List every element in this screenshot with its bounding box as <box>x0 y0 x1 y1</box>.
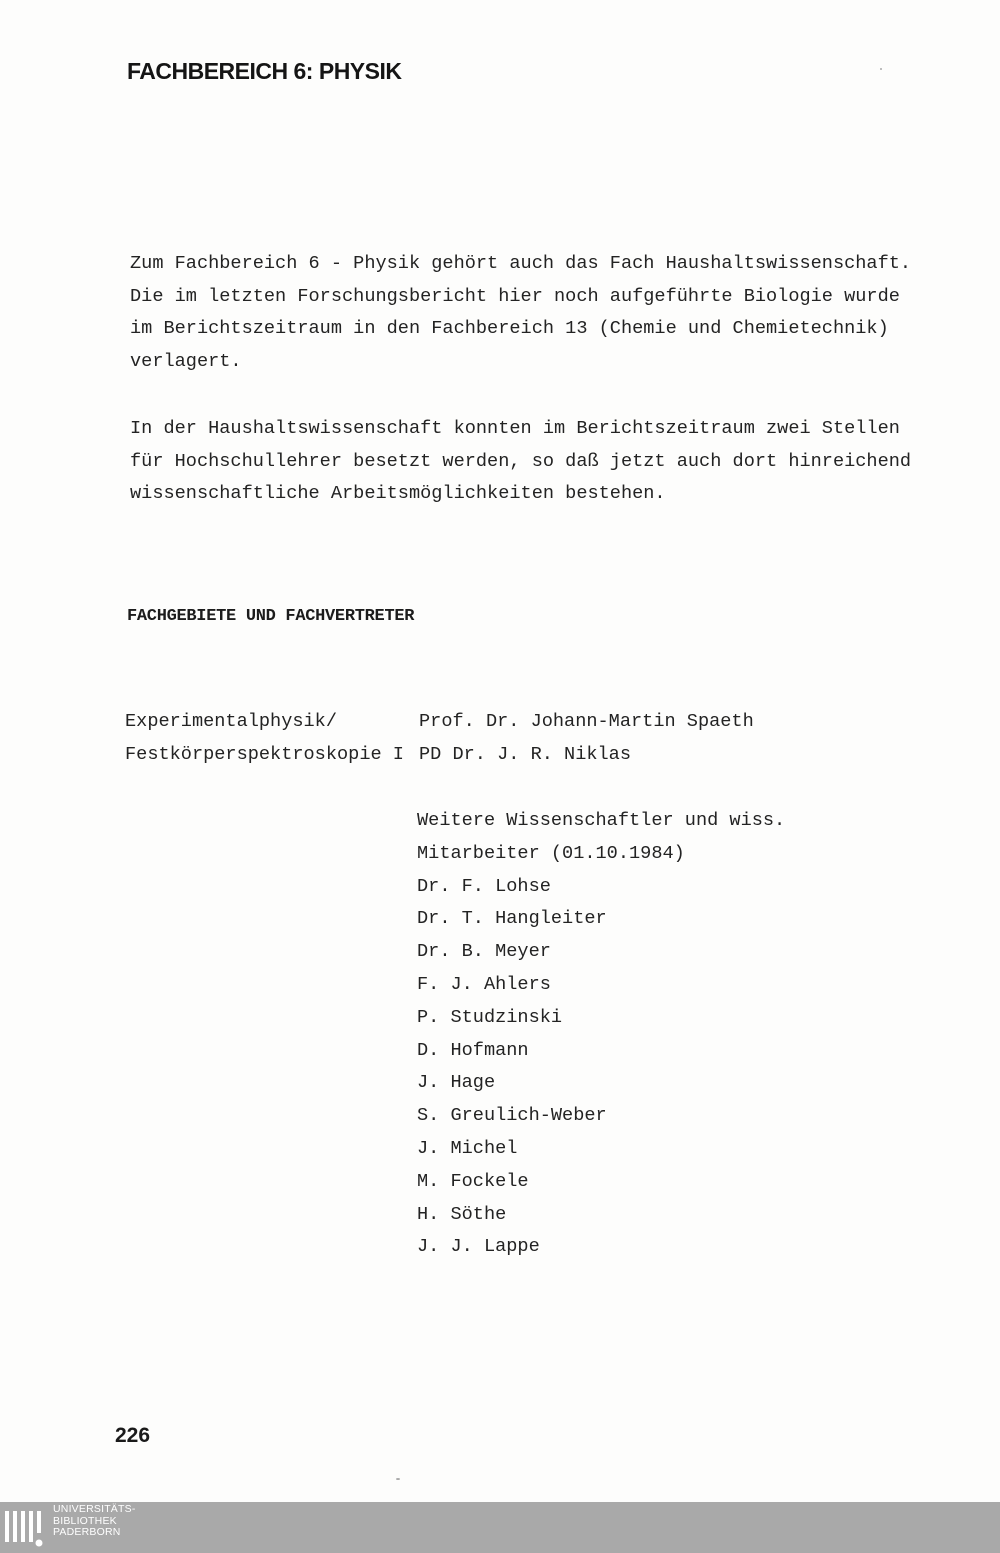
section-subheading: FACHGEBIETE UND FACHVERTRETER <box>127 607 415 626</box>
library-name <box>53 1504 136 1539</box>
library-name-line: UNIVERSITÄTS- <box>53 1503 136 1515</box>
text-line: Zum Fachbereich 6 - Physik gehört auch das Fach Haushaltswissenschaft. <box>130 253 912 274</box>
staff-name: Dr. T. Hangleiter <box>417 908 607 930</box>
staff-name: P. Studzinski <box>417 1006 563 1028</box>
staff-name: S. Greulich-Weber <box>417 1105 607 1127</box>
professor-name: PD Dr. J. R. Niklas <box>419 743 632 765</box>
page-heading: FACHBEREICH 6: PHYSIK <box>127 58 402 84</box>
staff-list <box>417 805 785 1264</box>
page-number: 226 <box>115 1424 151 1447</box>
staff-name: H. Söthe <box>417 1203 507 1225</box>
professor-name: Prof. Dr. Johann-Martin Spaeth <box>419 711 754 732</box>
scan-speck <box>880 68 882 70</box>
staff-name: J. Hage <box>417 1072 496 1094</box>
scan-speck <box>396 1478 400 1480</box>
text-line: im Berichtszeitraum in den Fachbereich 13 (Chemie und Chemietechnik) <box>130 318 889 339</box>
field-line: Festkörperspektroskopie I <box>125 743 404 765</box>
staff-name: D. Hofmann <box>417 1039 529 1061</box>
text-line: In der Haushaltswissenschaft konnten im Berichtszeitraum zwei Stellen <box>130 418 900 439</box>
field-line: Experimentalphysik/ <box>125 711 338 732</box>
staff-heading-line: Mitarbeiter (01.10.1984) <box>417 842 685 864</box>
second-paragraph <box>130 413 920 511</box>
staff-name: F. J. Ahlers <box>417 973 551 995</box>
staff-heading-line: Weitere Wissenschaftler und wiss. <box>417 810 786 831</box>
field-name <box>125 706 404 771</box>
text-line: verlagert. <box>130 350 242 372</box>
staff-name: J. J. Lappe <box>417 1236 540 1258</box>
text-line: wissenschaftliche Arbeitsmöglichkeiten bestehen. <box>130 483 666 504</box>
library-name-line: PADERBORN <box>53 1526 121 1538</box>
text-line: Die im letzten Forschungsbericht hier noch aufgeführte Biologie wurde <box>130 285 900 307</box>
intro-paragraph <box>130 248 920 378</box>
professor-list <box>419 706 754 771</box>
staff-name: Dr. F. Lohse <box>417 875 551 897</box>
library-logo-icon <box>4 1510 48 1550</box>
text-line: für Hochschullehrer besetzt werden, so daß jetzt auch dort hinreichend <box>130 450 912 472</box>
staff-name: M. Fockele <box>417 1170 529 1192</box>
library-footer <box>0 1502 1000 1553</box>
staff-name: J. Michel <box>417 1137 518 1159</box>
staff-name: Dr. B. Meyer <box>417 941 551 963</box>
library-name-line: BIBLIOTHEK <box>53 1514 117 1527</box>
